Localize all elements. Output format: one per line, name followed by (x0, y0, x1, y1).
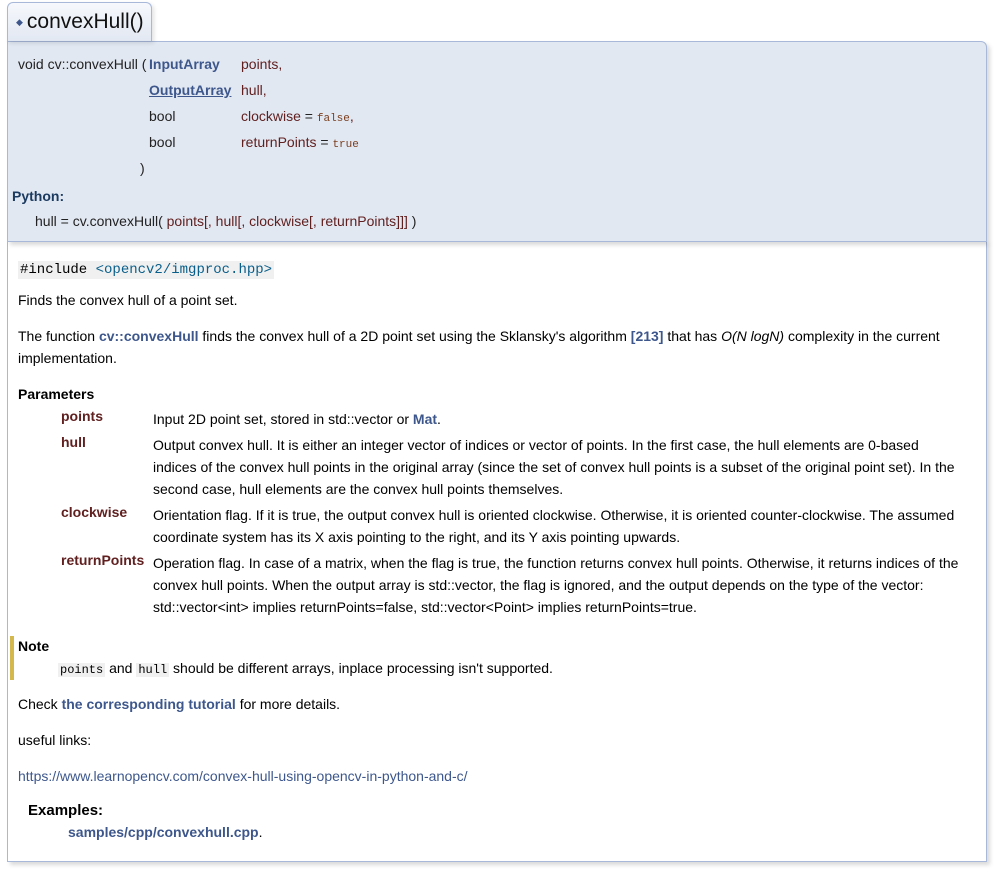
proto-param-returnpoints: returnPoints (241, 134, 317, 150)
param-name-clockwise: clockwise (61, 504, 128, 520)
note-heading: Note (18, 638, 50, 654)
proto-param-points: points (241, 56, 279, 72)
function-title-tab (7, 2, 152, 41)
param-type-inputarray-link[interactable]: InputArray (149, 56, 220, 72)
useful-links-label: useful links: (18, 732, 92, 748)
diamond-bullet-icon: ◆ (16, 16, 23, 27)
param-name-returnpoints: returnPoints (61, 552, 145, 568)
python-signature: hull = cv.convexHull( points[, hull[, clockwise[, returnPoints]]] ) (35, 213, 417, 229)
detailed-description: The function cv::convexHull finds the convex hull of a 2D point set using the Sklansky's algorithm [213] that has O(N logN) complexity in the current implementation. (18, 328, 940, 366)
parameters-heading: Parameters (18, 386, 95, 402)
tutorial-link[interactable]: the corresponding tutorial (61, 696, 236, 712)
param-type-bool: bool (149, 108, 176, 124)
param-desc-clockwise: Orientation flag. If it is true, the output convex hull is oriented clockwise. Otherwise, it is oriented counter-clockwise. The assumed coordinate system has its X axis pointing to the right, and its Y axis pointing upwards. (153, 507, 955, 545)
param-type-bool: bool (149, 134, 176, 150)
param-type-outputarray-link[interactable]: OutputArray (149, 82, 232, 98)
tutorial-reference: Check the corresponding tutorial for more details. (18, 696, 341, 712)
brief-description: Finds the convex hull of a point set. (18, 292, 238, 308)
param-desc-hull: Output convex hull. It is either an integer vector of indices or vector of points. In the first case, the hull elements are 0-based indices of the convex hull points in the original array (since the set of convex hull points is a subset of the original point set). In the second case, hull elements are the convex hull points themselves. (153, 437, 955, 497)
proto-param-hull: hull (241, 82, 263, 98)
function-title: convexHull() (26, 10, 144, 33)
param-name-points: points (61, 408, 103, 424)
reference-link[interactable]: [213] (630, 328, 664, 344)
learnopencv-url-link[interactable]: https://www.learnopencv.com/convex-hull-using-opencv-in-python-and-c/ (18, 768, 468, 784)
include-line: #include <opencv2/imgproc.hpp> (20, 262, 273, 278)
param-desc-returnpoints: Operation flag. In case of a matrix, when the flag is true, the function returns convex hull points. Otherwise, it returns indices of the convex hull points. When the output array is std::vector, the flag is ignored, and the output depends on the type of the vector: std::vector<int> implies returnPoints=false, std::vector<Point> implies returnPoints=true. (153, 555, 959, 615)
default-false: false (316, 113, 350, 125)
proto-close-paren: ) (140, 160, 145, 176)
function-documentation: #include <opencv2/imgproc.hpp> Finds the convex hull of a point set. The function cv::convexHull finds the convex hull of a 2D point set using the Sklansky's algorithm [213] that has O(N logN) complexity in the current implementation. Parameters points Input 2D point set, stored in std::vector or Mat. hull Output convex hull. It is either an integer vector of indices or vector of points. In the first case, the hull elements are 0-based indices of the convex hull points in the original array (since the set of convex hull points is a subset of the original point set). In the second case, hull elements are the convex hull points themselves. clockwise Orientation flag. If it is true, the output convex hull is oriented clockwise. Otherwise, it is oriented counter-clockwise. The assumed coordinate system has its X axis pointing to the right, and its Y axis pointing upwards. returnPoints Operation flag. In case of a matrix, when the flag is true, the function returns convex hull points. Otherwise, it returns indices of the convex hull points. When the output array is std::vector, the flag is ignored, and the output depends on the type of the vector: std::vector<int> implies returnPoints=false, std::vector<Point> implies returnPoints=true. Note points and hull should be different arrays, inplace processing isn't supported. Check the corresponding tutorial for more details. useful links: https://www.learnopencv.com/convex-hull-using-opencv-in-python-and-c/ Examples: samples/cpp/convexhull.cpp. (7, 241, 987, 862)
note-accent-bar (10, 636, 14, 680)
proto-param-clockwise: clockwise (241, 108, 301, 124)
proto-prefix: void cv::convexHull ( (18, 56, 147, 72)
default-true: true (332, 139, 359, 151)
mat-link[interactable]: Mat (412, 411, 438, 427)
function-prototype: void cv::convexHull ( InputArray points, OutputArray hull, bool clockwise = false, bool returnPoints = true ) Python: hull = cv.convexHull( points[, hull[, clockwise[, returnPoints]]] ) (7, 41, 987, 242)
include-path-link[interactable]: <opencv2/imgproc.hpp> (95, 262, 273, 278)
example-convexhull-link[interactable]: samples/cpp/convexhull.cpp (68, 824, 259, 840)
param-desc-points: Input 2D point set, stored in std::vector or Mat. (153, 411, 441, 427)
convexhull-link[interactable]: cv::convexHull (98, 328, 199, 344)
examples-heading: Examples: (28, 802, 104, 819)
python-label: Python: (12, 188, 65, 204)
note-text: points and hull should be different arrays, inplace processing isn't supported. (60, 660, 553, 677)
param-name-hull: hull (61, 434, 86, 450)
